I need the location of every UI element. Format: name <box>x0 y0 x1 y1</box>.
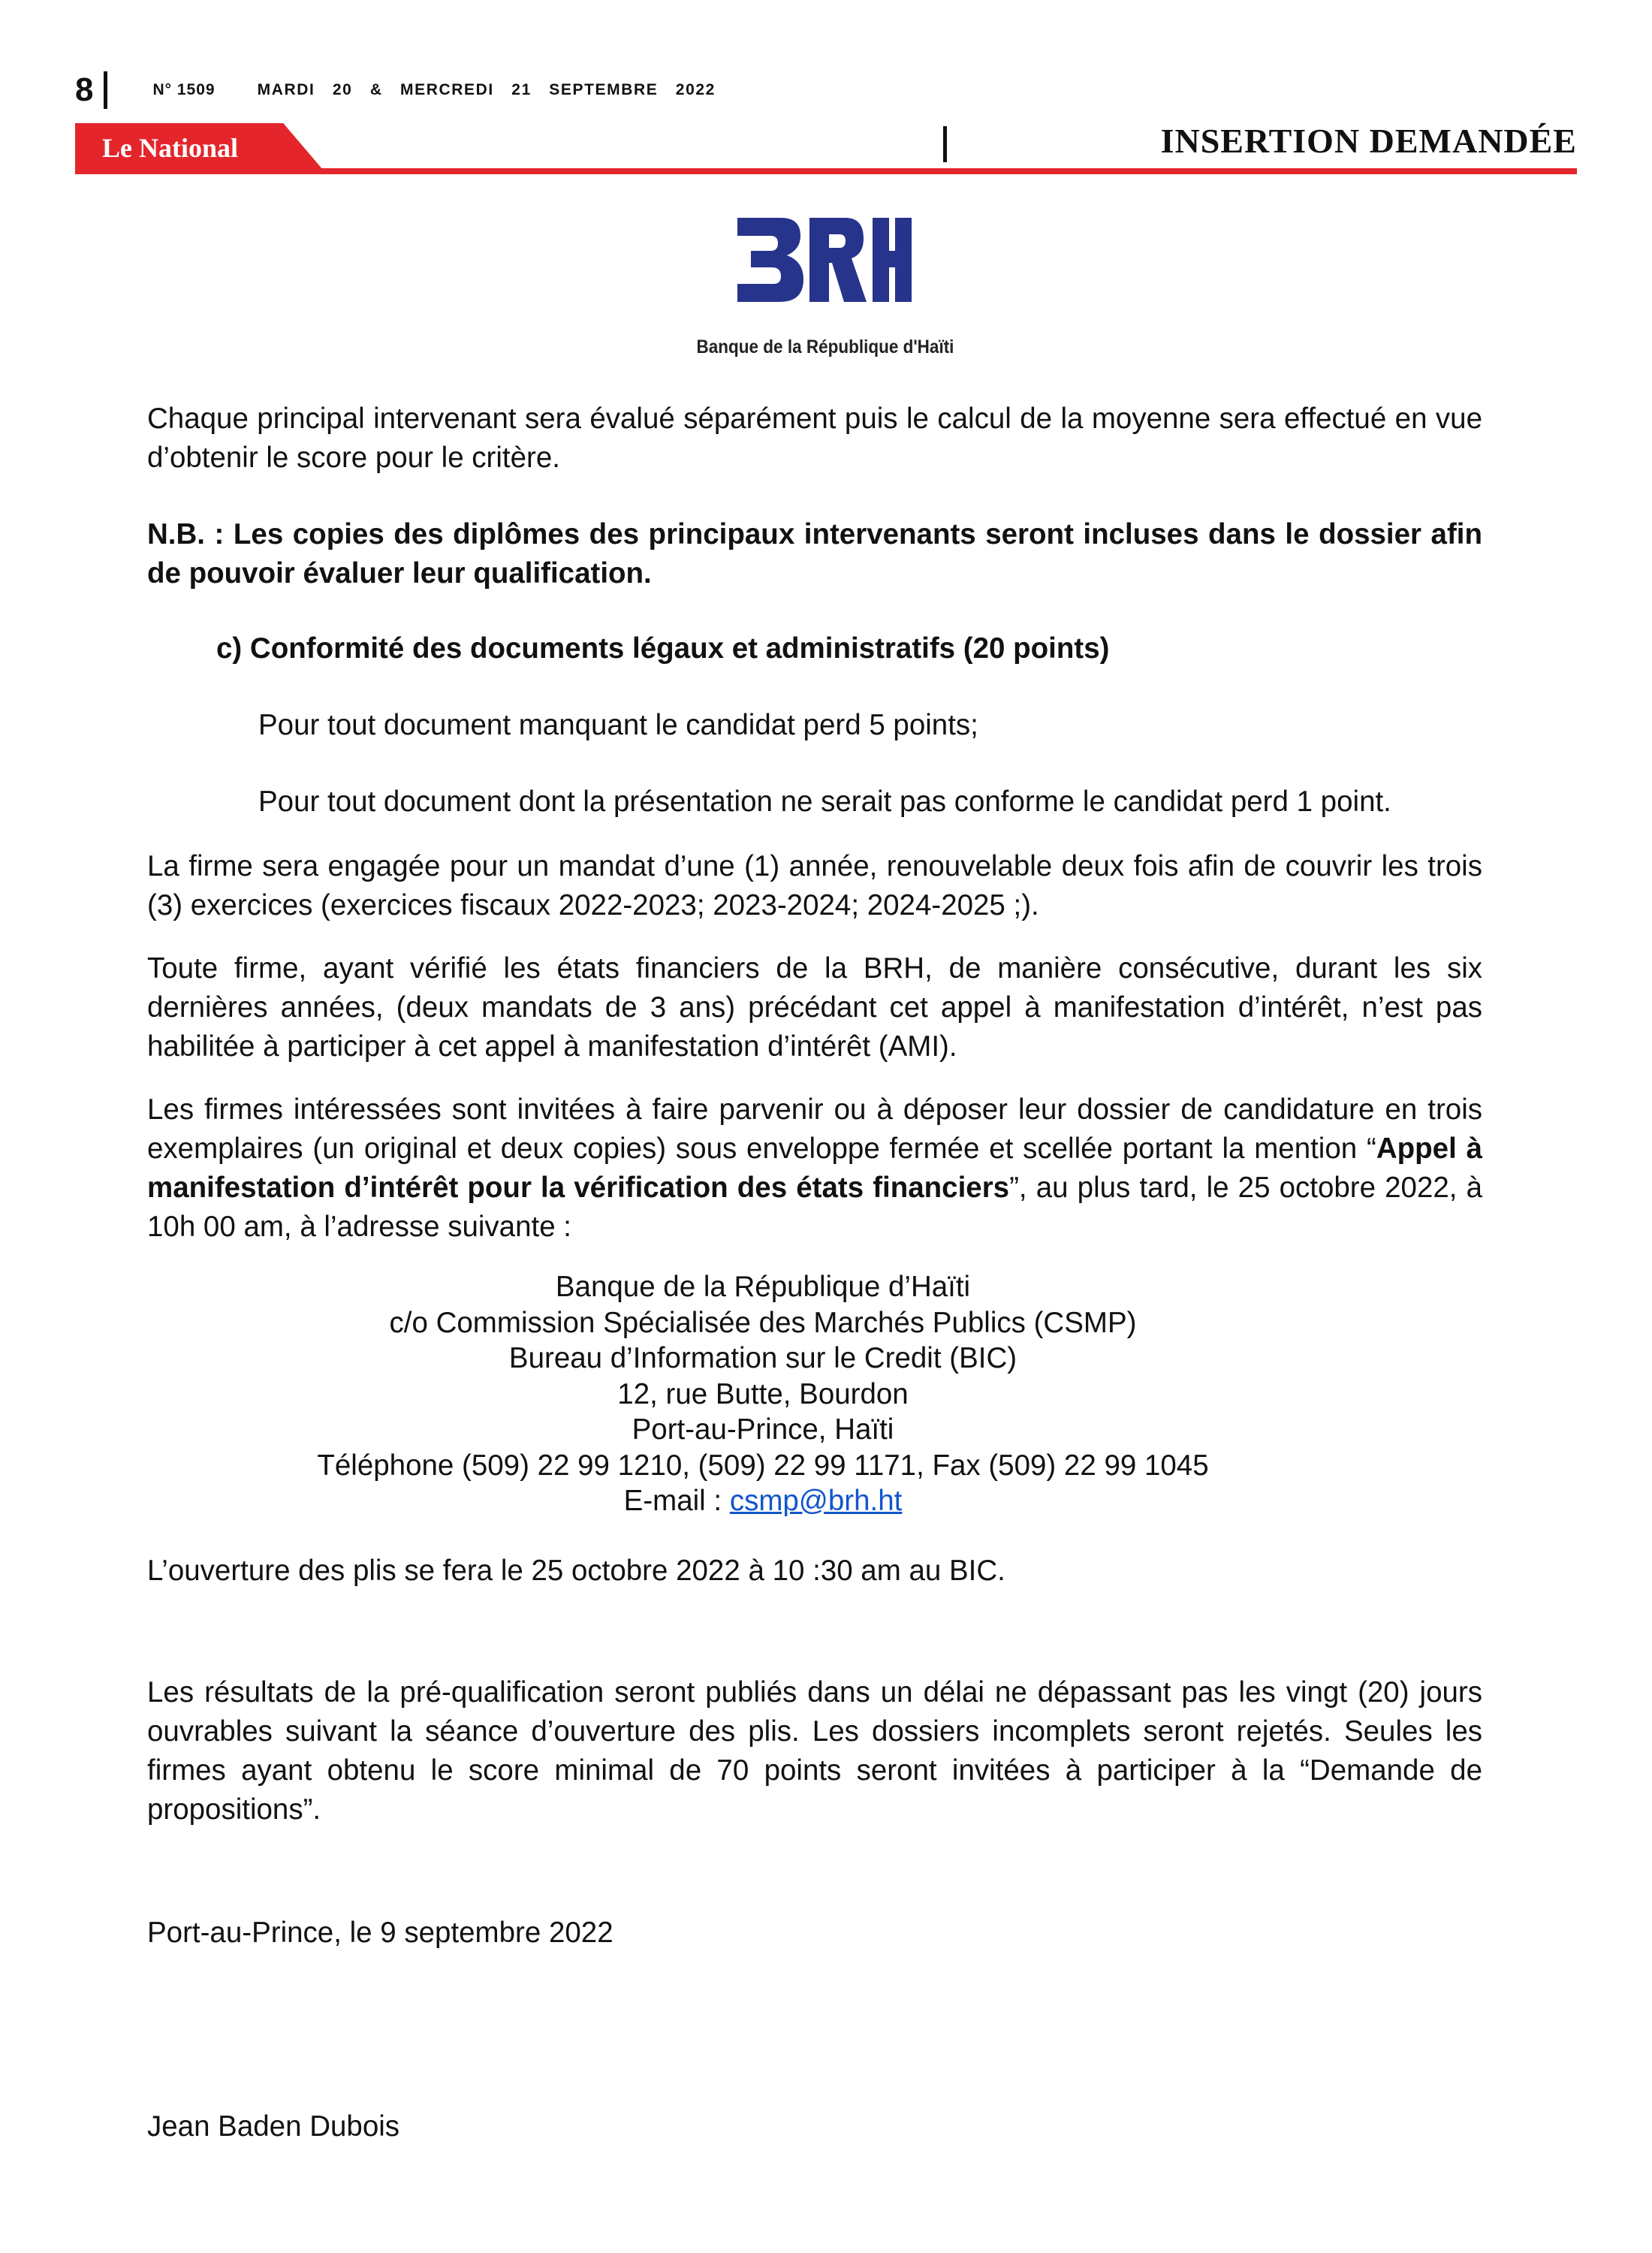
section-title: INSERTION DEMANDÉE <box>1160 122 1577 160</box>
signatory-name: Jean Baden Dubois <box>147 2110 400 2143</box>
logo-caption: Banque de la République d'Haïti <box>696 336 954 357</box>
submission-text-end: ”, au plus tard, le 25 octobre 2022, à 10h 00 am, à l’adresse suivante : <box>147 1172 1482 1243</box>
address-line: Banque de la République d’Haïti <box>555 1271 971 1303</box>
issue-number: N° 1509 <box>152 81 216 98</box>
page-number: 8 <box>75 71 94 108</box>
header-rule <box>75 168 1577 174</box>
address-line: c/o Commission Spécialisée des Marchés Publics (CSMP) <box>389 1306 1137 1339</box>
submission-mention: Appel à manifestation d’intérêt pour la vérification des états financiers <box>147 1133 1482 1204</box>
paragraph-scoring: Chaque principal intervenant sera évalué séparément puis le calcul de la moyenne sera effectué en vue d’obtenir le score pour le critère. <box>147 403 1482 474</box>
brh-logo <box>679 209 972 366</box>
submission-text-start: Les firmes intéressées sont invitées à faire parvenir ou à déposer leur dossier de candidature en trois exemplaires (un original et deux copies) sous enveloppe fermée et scellée portant la mention “ <box>147 1093 1482 1165</box>
place-and-date: Port-au-Prince, le 9 septembre 2022 <box>147 1917 613 1949</box>
nb-note: N.B. : Les copies des diplômes des principaux intervenants seront incluses dans le dossier afin de pouvoir évaluer leur qualification. <box>147 518 1482 590</box>
address-line: Bureau d’Information sur le Credit (BIC) <box>508 1342 1017 1374</box>
page-header <box>75 69 716 111</box>
email-link[interactable]: csmp@brh.ht <box>729 1485 903 1517</box>
paragraph-results: Les résultats de la pré-qualification seront publiés dans un délai ne dépassant pas les vingt (20) jours ouvrables suivant la séance d’ouverture des plis. Les dossiers incomplets seront rejetés. Seules les firmes ayant obtenu le score minimal de 70 points seront invitées à participer à la “Demande de propositions”. <box>147 1676 1482 1826</box>
section-c-heading: c) Conformité des documents légaux et administratifs (20 points) <box>216 632 1110 665</box>
rule-missing-document: Pour tout document manquant le candidat perd 5 points; <box>258 709 978 741</box>
address-block <box>147 1269 1379 1519</box>
issue-date: MARDI 20 & MERCREDI 21 SEPTEMBRE 2022 <box>257 81 716 98</box>
paragraph-submission <box>147 1090 1482 1247</box>
paragraph-mandate: La firme sera engagée pour un mandat d’une (1) année, renouvelable deux fois afin de couvrir les trois (3) exercices (exercices fiscaux 2022-2023; 2023-2024; 2024-2025 ;). <box>147 850 1482 921</box>
page-number-divider <box>104 71 107 109</box>
brh-logo-mark <box>734 212 915 308</box>
publication-name: Le National <box>102 133 239 163</box>
rule-nonconforming-document: Pour tout document dont la présentation ne serait pas conforme le candidat perd 1 point. <box>258 786 1391 818</box>
opening-note: L’ouverture des plis se fera le 25 octobre 2022 à 10 :30 am au BIC. <box>147 1555 1005 1587</box>
paragraph-eligibility: Toute firme, ayant vérifié les états financiers de la BRH, de manière consécutive, durant les six dernières années, (deux mandats de 3 ans) précédant cet appel à manifestation d’intérêt, n’est pas habilitée à participer à cet appel à manifestation d’intérêt (AMI). <box>147 952 1482 1063</box>
address-line: Port-au-Prince, Haïti <box>632 1413 894 1446</box>
email-label: E-mail : <box>623 1485 730 1517</box>
header-divider <box>943 126 947 162</box>
contact-phone-fax: Téléphone (509) 22 99 1210, (509) 22 99 1171, Fax (509) 22 99 1045 <box>317 1449 1209 1482</box>
address-line: 12, rue Butte, Bourdon <box>617 1377 909 1410</box>
contact-email <box>147 1483 1379 1519</box>
